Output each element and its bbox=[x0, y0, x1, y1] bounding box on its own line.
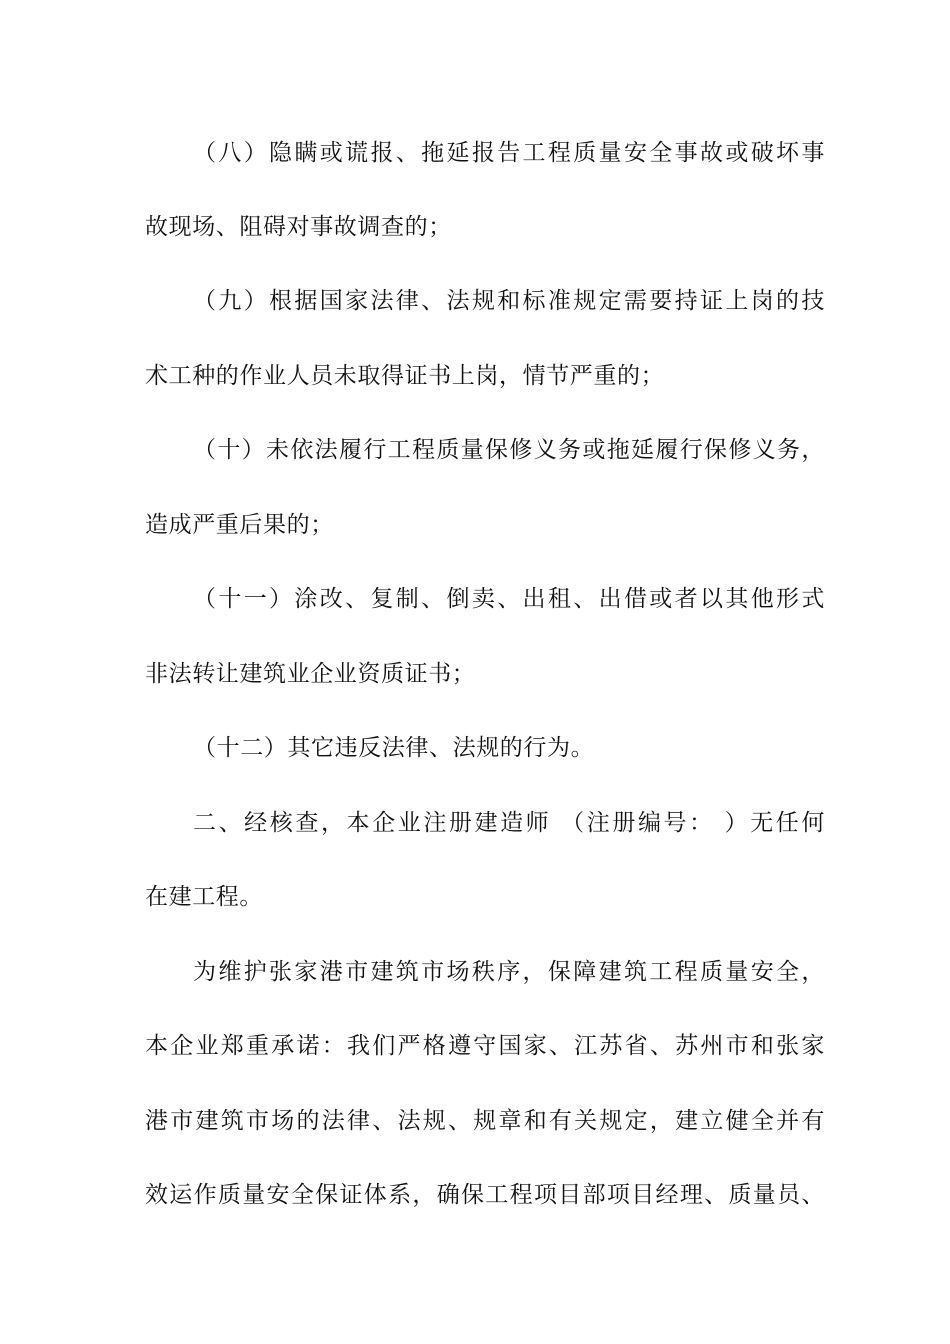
item-10-line-1: （十）未依法履行工程质量保修义务或拖延履行保修义务， bbox=[193, 437, 825, 463]
item-8-line-1: （八）隐瞒或谎报、拖延报告工程质量安全事故或破坏事 bbox=[193, 140, 825, 166]
item-9-line-2: 术工种的作业人员未取得证书上岗，情节严重的； bbox=[145, 363, 665, 389]
section-2-line-2: 在建工程。 bbox=[145, 884, 263, 910]
item-11-line-2: 非法转让建筑业企业资质证书； bbox=[145, 661, 476, 687]
item-12-line-1: （十二）其它违反法律、法规的行为。 bbox=[193, 735, 595, 761]
item-9-line-1: （九）根据国家法律、法规和标准规定需要持证上岗的技 bbox=[193, 288, 825, 314]
section-2-line-1: 二、经核查，本企业注册建造师 （注册编号： ）无任何 bbox=[193, 810, 825, 836]
commitment-line-1: 为维护张家港市建筑市场秩序，保障建筑工程质量安全， bbox=[193, 959, 825, 985]
item-11-line-1: （十一）涂改、复制、倒卖、出租、出借或者以其他形式 bbox=[193, 586, 825, 612]
commitment-line-3: 港市建筑市场的法律、法规、规章和有关规定，建立健全并有 bbox=[145, 1108, 825, 1134]
item-10-line-2: 造成严重后果的； bbox=[145, 512, 334, 538]
commitment-line-2: 本企业郑重承诺：我们严格遵守国家、江苏省、苏州市和张家 bbox=[145, 1033, 825, 1059]
item-8-line-2: 故现场、阻碍对事故调查的； bbox=[145, 214, 452, 240]
commitment-line-4: 效运作质量安全保证体系，确保工程项目部项目经理、质量员、 bbox=[145, 1182, 825, 1208]
